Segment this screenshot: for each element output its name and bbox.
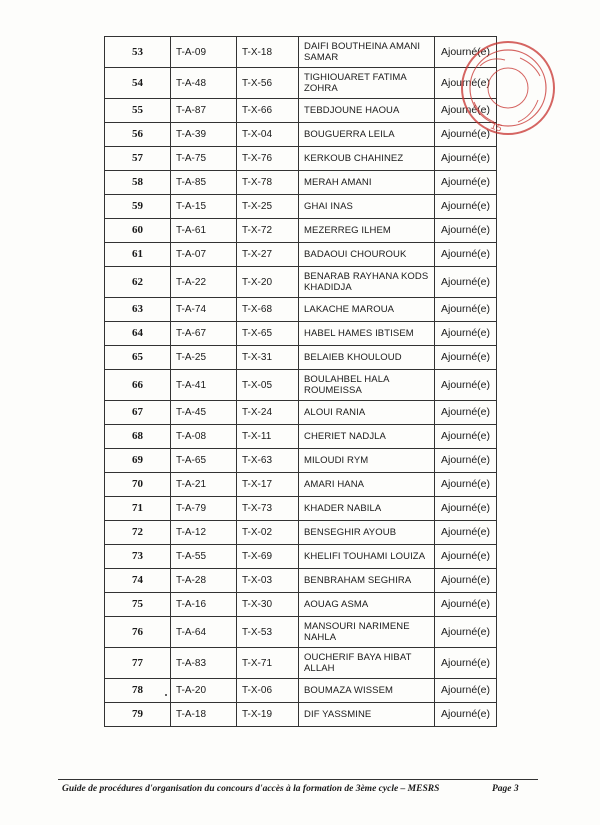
rank-cell: 73 — [105, 545, 171, 569]
rank-cell: 70 — [105, 473, 171, 497]
anonymity-code-x-cell: T-X-02 — [237, 521, 299, 545]
candidate-name-cell: MERAH AMANI — [299, 171, 435, 195]
anonymity-code-x-cell: T-X-65 — [237, 322, 299, 346]
table-row — [105, 243, 497, 267]
results-table — [104, 36, 497, 727]
candidate-name-cell: GHAI INAS — [299, 195, 435, 219]
table-row — [105, 147, 497, 171]
anonymity-code-a-cell: T-A-74 — [171, 298, 237, 322]
candidate-name-cell: DIF YASSMINE — [299, 703, 435, 727]
anonymity-code-x-cell: T-X-20 — [237, 267, 299, 298]
anonymity-code-x-cell: T-X-24 — [237, 401, 299, 425]
anonymity-code-a-cell: T-A-61 — [171, 219, 237, 243]
table-row — [105, 521, 497, 545]
anonymity-code-a-cell: T-A-55 — [171, 545, 237, 569]
anonymity-code-a-cell: T-A-07 — [171, 243, 237, 267]
table-row — [105, 99, 497, 123]
anonymity-code-x-cell: T-X-27 — [237, 243, 299, 267]
candidate-name-cell: MILOUDI RYM — [299, 449, 435, 473]
anonymity-code-x-cell: T-X-31 — [237, 346, 299, 370]
table-row — [105, 370, 497, 401]
candidate-name-cell: MEZERREG ILHEM — [299, 219, 435, 243]
anonymity-code-a-cell: T-A-20 — [171, 679, 237, 703]
rank-cell: 58 — [105, 171, 171, 195]
anonymity-code-x-cell: T-X-19 — [237, 703, 299, 727]
anonymity-code-x-cell: T-X-56 — [237, 68, 299, 99]
candidate-name-cell: BENSEGHIR AYOUB — [299, 521, 435, 545]
anonymity-code-x-cell: T-X-73 — [237, 497, 299, 521]
candidate-name-cell: BOUGUERRA LEILA — [299, 123, 435, 147]
rank-cell: 61 — [105, 243, 171, 267]
decision-cell: Ajourné(e) — [435, 401, 497, 425]
candidate-name-cell: TEBDJOUNE HAOUA — [299, 99, 435, 123]
anonymity-code-x-cell: T-X-78 — [237, 171, 299, 195]
table-row — [105, 703, 497, 727]
anonymity-code-a-cell: T-A-16 — [171, 593, 237, 617]
decision-cell: Ajourné(e) — [435, 497, 497, 521]
rank-cell: 63 — [105, 298, 171, 322]
decision-cell: Ajourné(e) — [435, 569, 497, 593]
anonymity-code-a-cell: T-A-39 — [171, 123, 237, 147]
decision-cell: Ajourné(e) — [435, 219, 497, 243]
rank-cell: 69 — [105, 449, 171, 473]
rank-cell: 66 — [105, 370, 171, 401]
candidate-name-cell: LAKACHE MAROUA — [299, 298, 435, 322]
candidate-name-cell: BOULAHBEL HALA ROUMEISSA — [299, 370, 435, 401]
candidate-name-cell: AOUAG ASMA — [299, 593, 435, 617]
decision-cell: Ajourné(e) — [435, 370, 497, 401]
rank-cell: 67 — [105, 401, 171, 425]
decision-cell: Ajourné(e) — [435, 425, 497, 449]
anonymity-code-x-cell: T-X-05 — [237, 370, 299, 401]
table-row — [105, 545, 497, 569]
rank-cell: 64 — [105, 322, 171, 346]
decision-cell: Ajourné(e) — [435, 449, 497, 473]
anonymity-code-a-cell: T-A-45 — [171, 401, 237, 425]
rank-cell: 76 — [105, 617, 171, 648]
anonymity-code-a-cell: T-A-67 — [171, 322, 237, 346]
anonymity-code-x-cell: T-X-53 — [237, 617, 299, 648]
rank-cell: 55 — [105, 99, 171, 123]
anonymity-code-a-cell: T-A-12 — [171, 521, 237, 545]
anonymity-code-x-cell: T-X-17 — [237, 473, 299, 497]
table-row — [105, 648, 497, 679]
candidate-name-cell: ALOUI RANIA — [299, 401, 435, 425]
footer-divider — [58, 779, 538, 780]
candidate-name-cell: BELAIEB KHOULOUD — [299, 346, 435, 370]
anonymity-code-x-cell: T-X-03 — [237, 569, 299, 593]
decision-cell: Ajourné(e) — [435, 195, 497, 219]
table-row — [105, 425, 497, 449]
rank-cell: 54 — [105, 68, 171, 99]
decision-cell: Ajourné(e) — [435, 267, 497, 298]
rank-cell: 59 — [105, 195, 171, 219]
anonymity-code-x-cell: T-X-72 — [237, 219, 299, 243]
anonymity-code-x-cell: T-X-66 — [237, 99, 299, 123]
table-row — [105, 219, 497, 243]
anonymity-code-a-cell: T-A-21 — [171, 473, 237, 497]
rank-cell: 78 — [105, 679, 171, 703]
rank-cell: 77 — [105, 648, 171, 679]
anonymity-code-x-cell: T-X-04 — [237, 123, 299, 147]
table-row — [105, 37, 497, 68]
anonymity-code-a-cell: T-A-75 — [171, 147, 237, 171]
footer-title: Guide de procédures d'organisation du concours d'accès à la formation de 3ème cycle – MESRS — [62, 784, 440, 794]
candidate-name-cell: MANSOURI NARIMENE NAHLA — [299, 617, 435, 648]
anonymity-code-a-cell: T-A-25 — [171, 346, 237, 370]
anonymity-code-x-cell: T-X-69 — [237, 545, 299, 569]
anonymity-code-a-cell: T-A-09 — [171, 37, 237, 68]
table-row — [105, 68, 497, 99]
decision-cell: Ajourné(e) — [435, 99, 497, 123]
table-row — [105, 679, 497, 703]
anonymity-code-a-cell: T-A-15 — [171, 195, 237, 219]
anonymity-code-x-cell: T-X-71 — [237, 648, 299, 679]
rank-cell: 60 — [105, 219, 171, 243]
table-row — [105, 593, 497, 617]
candidate-name-cell: HABEL HAMES IBTISEM — [299, 322, 435, 346]
candidate-name-cell: BADAOUI CHOUROUK — [299, 243, 435, 267]
candidate-name-cell: BENARAB RAYHANA KODS KHADIDJA — [299, 267, 435, 298]
rank-cell: 57 — [105, 147, 171, 171]
candidate-name-cell: OUCHERIF BAYA HIBAT ALLAH — [299, 648, 435, 679]
table-row — [105, 171, 497, 195]
decision-cell: Ajourné(e) — [435, 679, 497, 703]
decision-cell: Ajourné(e) — [435, 473, 497, 497]
decision-cell: Ajourné(e) — [435, 147, 497, 171]
table-row — [105, 322, 497, 346]
anonymity-code-x-cell: T-X-06 — [237, 679, 299, 703]
decision-cell: Ajourné(e) — [435, 703, 497, 727]
decision-cell: Ajourné(e) — [435, 322, 497, 346]
anonymity-code-x-cell: T-X-68 — [237, 298, 299, 322]
candidate-name-cell: CHERIET NADJLA — [299, 425, 435, 449]
rank-cell: 75 — [105, 593, 171, 617]
anonymity-code-a-cell: T-A-41 — [171, 370, 237, 401]
table-row — [105, 346, 497, 370]
rank-cell: 79 — [105, 703, 171, 727]
anonymity-code-x-cell: T-X-25 — [237, 195, 299, 219]
candidate-name-cell: BENBRAHAM SEGHIRA — [299, 569, 435, 593]
anonymity-code-x-cell: T-X-76 — [237, 147, 299, 171]
rank-cell: 74 — [105, 569, 171, 593]
table-row — [105, 449, 497, 473]
rank-cell: 62 — [105, 267, 171, 298]
page-number: Page 3 — [492, 784, 519, 794]
candidate-name-cell: DAIFI BOUTHEINA AMANI SAMAR — [299, 37, 435, 68]
anonymity-code-a-cell: T-A-83 — [171, 648, 237, 679]
table-row — [105, 267, 497, 298]
table-row — [105, 195, 497, 219]
decision-cell: Ajourné(e) — [435, 37, 497, 68]
decision-cell: Ajourné(e) — [435, 243, 497, 267]
decision-cell: Ajourné(e) — [435, 346, 497, 370]
table-row — [105, 497, 497, 521]
table-row — [105, 569, 497, 593]
table-row — [105, 298, 497, 322]
anonymity-code-a-cell: T-A-64 — [171, 617, 237, 648]
rank-cell: 68 — [105, 425, 171, 449]
table-row — [105, 123, 497, 147]
decision-cell: Ajourné(e) — [435, 123, 497, 147]
results-table-body — [105, 37, 497, 727]
decision-cell: Ajourné(e) — [435, 545, 497, 569]
decision-cell: Ajourné(e) — [435, 68, 497, 99]
anonymity-code-a-cell: T-A-28 — [171, 569, 237, 593]
candidate-name-cell: TIGHIOUARET FATIMA ZOHRA — [299, 68, 435, 99]
rank-cell: 65 — [105, 346, 171, 370]
anonymity-code-x-cell: T-X-11 — [237, 425, 299, 449]
anonymity-code-a-cell: T-A-65 — [171, 449, 237, 473]
stamp-number: 15 — [488, 120, 504, 135]
anonymity-code-a-cell: T-A-79 — [171, 497, 237, 521]
anonymity-code-a-cell: T-A-85 — [171, 171, 237, 195]
decision-cell: Ajourné(e) — [435, 617, 497, 648]
candidate-name-cell: KERKOUB CHAHINEZ — [299, 147, 435, 171]
decision-cell: Ajourné(e) — [435, 521, 497, 545]
scan-speck — [165, 694, 167, 696]
candidate-name-cell: KHELIFI TOUHAMI LOUIZA — [299, 545, 435, 569]
rank-cell: 53 — [105, 37, 171, 68]
anonymity-code-a-cell: T-A-48 — [171, 68, 237, 99]
rank-cell: 71 — [105, 497, 171, 521]
table-row — [105, 617, 497, 648]
decision-cell: Ajourné(e) — [435, 648, 497, 679]
decision-cell: Ajourné(e) — [435, 298, 497, 322]
anonymity-code-x-cell: T-X-18 — [237, 37, 299, 68]
anonymity-code-a-cell: T-A-87 — [171, 99, 237, 123]
decision-cell: Ajourné(e) — [435, 171, 497, 195]
anonymity-code-a-cell: T-A-08 — [171, 425, 237, 449]
candidate-name-cell: AMARI HANA — [299, 473, 435, 497]
anonymity-code-a-cell: T-A-18 — [171, 703, 237, 727]
candidate-name-cell: KHADER NABILA — [299, 497, 435, 521]
table-row — [105, 401, 497, 425]
anonymity-code-x-cell: T-X-63 — [237, 449, 299, 473]
decision-cell: Ajourné(e) — [435, 593, 497, 617]
candidate-name-cell: BOUMAZA WISSEM — [299, 679, 435, 703]
anonymity-code-a-cell: T-A-22 — [171, 267, 237, 298]
rank-cell: 72 — [105, 521, 171, 545]
table-row — [105, 473, 497, 497]
anonymity-code-x-cell: T-X-30 — [237, 593, 299, 617]
rank-cell: 56 — [105, 123, 171, 147]
